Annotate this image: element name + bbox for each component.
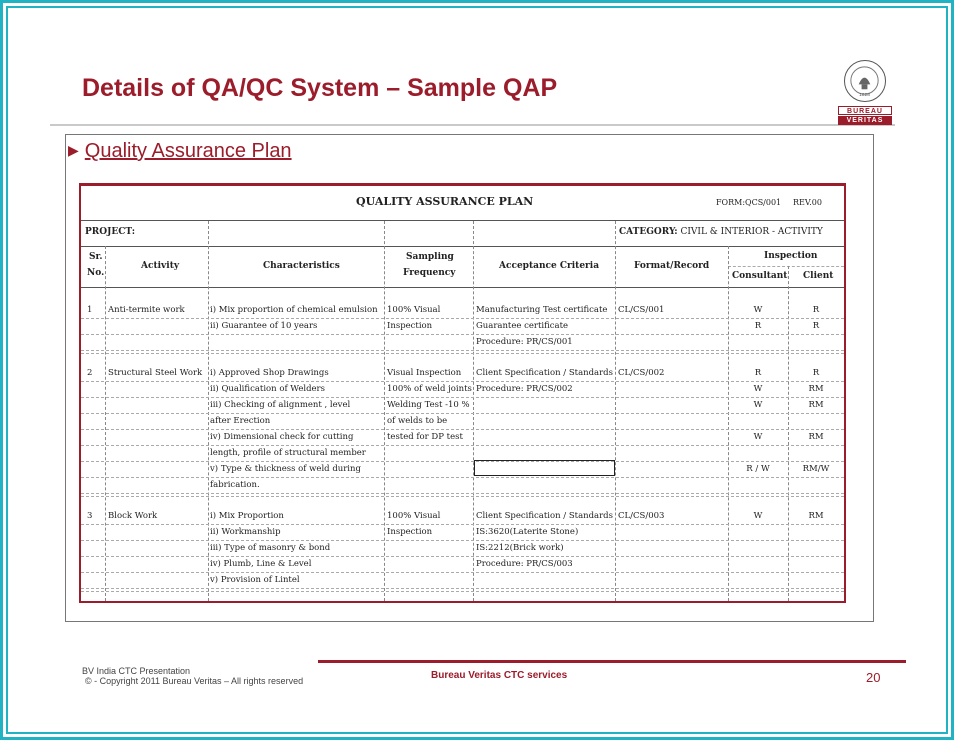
cell-consultant: W — [753, 511, 763, 521]
cell-characteristics: ii) Qualification of Welders — [210, 384, 325, 394]
header-consultant: Consultant — [732, 271, 788, 281]
cell-acceptance: Guarantee certificate — [476, 321, 569, 331]
footer-center: Bureau Veritas CTC services — [431, 670, 568, 681]
cell-consultant: W — [753, 432, 763, 442]
logo-word-bureau: BUREAU — [838, 106, 892, 115]
row-divider — [81, 350, 844, 351]
logo-year: 1828 — [859, 93, 870, 99]
cell-characteristics: i) Mix proportion of chemical emulsion — [210, 305, 378, 315]
cell-acceptance: Procedure: PR/CS/001 — [476, 337, 573, 347]
row-divider — [81, 477, 844, 478]
cell-characteristics: ii) Workmanship — [210, 527, 281, 537]
bullet-arrow-icon: ▶ — [68, 142, 79, 158]
cell-sampling: 100% Visual — [387, 511, 441, 521]
doc-title: QUALITY ASSURANCE PLAN — [356, 195, 534, 208]
revision-number: REV.00 — [793, 198, 822, 207]
cell-characteristics: length, profile of structural member — [210, 448, 366, 458]
header-activity: Activity — [141, 261, 180, 271]
row-divider — [81, 381, 844, 382]
cell-sampling: of welds to be — [387, 416, 448, 426]
section-divider — [81, 353, 844, 354]
cell-acceptance: IS:3620(Laterite Stone) — [476, 527, 579, 537]
cell-characteristics: iii) Type of masonry & bond — [210, 543, 331, 553]
cell-activity: Block Work — [108, 511, 158, 521]
slide-title: Details of QA/QC System – Sample QAP — [82, 74, 558, 102]
header-format: Format/Record — [634, 261, 710, 271]
cell-acceptance: Procedure: PR/CS/003 — [476, 559, 573, 569]
rule-below-title — [81, 220, 844, 221]
row-divider — [81, 429, 844, 430]
header-no: No. — [87, 268, 105, 278]
cell-sr: 3 — [87, 511, 93, 521]
cell-acceptance: IS:2212(Brick work) — [476, 543, 564, 553]
row-divider — [81, 461, 844, 462]
cell-sampling: 100% Visual — [387, 305, 441, 315]
cell-consultant: W — [753, 384, 763, 394]
header-sampling-1: Sampling — [406, 252, 454, 262]
footer-left — [82, 666, 303, 686]
cell-client: RM — [808, 432, 824, 442]
rule-below-headers — [81, 287, 844, 288]
cell-client: RM — [808, 511, 824, 521]
col-line — [728, 246, 729, 601]
cell-consultant: R — [754, 368, 762, 378]
header-acceptance: Acceptance Criteria — [499, 261, 600, 271]
rule-below-project — [81, 246, 844, 247]
cell-characteristics: iv) Dimensional check for cutting — [210, 432, 354, 442]
rule-inspection-split — [728, 266, 844, 267]
row-divider — [81, 493, 844, 494]
cell-characteristics: iii) Checking of alignment , level — [210, 400, 351, 410]
col-line — [208, 221, 209, 601]
page-number: 20 — [866, 670, 881, 685]
row-divider — [81, 572, 844, 573]
footer-presentation: BV India CTC Presentation — [82, 666, 191, 676]
cell-sampling: 100% of weld joints — [387, 384, 472, 394]
cell-format: CL/CS/003 — [618, 511, 665, 521]
cell-consultant: R — [754, 321, 762, 331]
row-divider — [81, 445, 844, 446]
cell-characteristics: after Erection — [210, 416, 271, 426]
category-value: CIVIL & INTERIOR - ACTIVITY — [680, 227, 823, 237]
cell-sampling: Inspection — [387, 321, 433, 331]
col-line — [105, 246, 106, 601]
cell-characteristics: v) Provision of Lintel — [210, 575, 300, 585]
cell-acceptance: Manufacturing Test certificate — [476, 305, 608, 315]
cell-characteristics: v) Type & thickness of weld during — [210, 464, 361, 474]
row-divider — [81, 397, 844, 398]
cell-activity: Structural Steel Work — [108, 368, 203, 378]
cell-client: RM — [808, 384, 824, 394]
row-divider — [81, 413, 844, 414]
header-sr: Sr. — [89, 252, 103, 262]
bureau-veritas-logo — [838, 60, 892, 126]
cell-format: CL/CS/002 — [618, 368, 665, 378]
col-line — [384, 221, 385, 601]
title-divider — [50, 124, 895, 126]
row-divider — [81, 318, 844, 319]
cell-client: RM — [808, 400, 824, 410]
logo-seal-icon — [844, 60, 886, 102]
cell-sampling: Visual Inspection — [387, 368, 462, 378]
selected-cell[interactable] — [474, 460, 615, 476]
cell-characteristics: i) Mix Proportion — [210, 511, 284, 521]
section-divider — [81, 591, 844, 592]
col-line — [473, 221, 474, 601]
cell-characteristics: ii) Guarantee of 10 years — [210, 321, 318, 331]
col-line — [615, 221, 616, 601]
cell-characteristics: iv) Plumb, Line & Level — [210, 559, 312, 569]
cell-sr: 2 — [87, 368, 93, 378]
section-heading — [68, 140, 292, 163]
header-characteristics: Characteristics — [263, 261, 340, 271]
footer-divider — [318, 660, 906, 663]
cell-acceptance: Client Specification / Standards — [476, 368, 613, 378]
section-heading-text[interactable]: Quality Assurance Plan — [84, 140, 292, 162]
cell-client: RM/W — [802, 464, 830, 474]
project-label: PROJECT: — [85, 227, 136, 237]
cell-consultant: W — [753, 305, 763, 315]
cell-acceptance: Procedure: PR/CS/002 — [476, 384, 573, 394]
section-divider — [81, 496, 844, 497]
cell-sr: 1 — [87, 305, 93, 315]
category-field — [619, 227, 823, 237]
category-label: CATEGORY: — [619, 227, 678, 237]
cell-characteristics: fabrication. — [210, 480, 260, 490]
row-divider — [81, 540, 844, 541]
cell-format: CL/CS/001 — [618, 305, 665, 315]
cell-client: R — [812, 305, 820, 315]
cell-client: R — [812, 368, 820, 378]
header-client: Client — [803, 271, 834, 281]
header-inspection: Inspection — [764, 251, 818, 261]
footer-copyright: © - Copyright 2011 Bureau Veritas – All rights reserved — [85, 676, 304, 686]
cell-activity: Anti-termite work — [108, 305, 185, 315]
cell-acceptance: Client Specification / Standards — [476, 511, 613, 521]
header-sampling-2: Frequency — [403, 268, 456, 278]
cell-sampling: Inspection — [387, 527, 433, 537]
row-divider — [81, 556, 844, 557]
qap-document — [79, 183, 846, 603]
cell-sampling: Welding Test -10 % — [387, 400, 470, 410]
cell-sampling: tested for DP test — [387, 432, 463, 442]
cell-consultant: W — [753, 400, 763, 410]
form-number: FORM:QCS/001 — [716, 198, 782, 207]
row-divider — [81, 524, 844, 525]
cell-characteristics: i) Approved Shop Drawings — [210, 368, 329, 378]
row-divider — [81, 588, 844, 589]
row-divider — [81, 334, 844, 335]
logo-word-veritas: VERITAS — [838, 116, 892, 125]
cell-client: R — [812, 321, 820, 331]
cell-consultant: R / W — [746, 464, 770, 474]
